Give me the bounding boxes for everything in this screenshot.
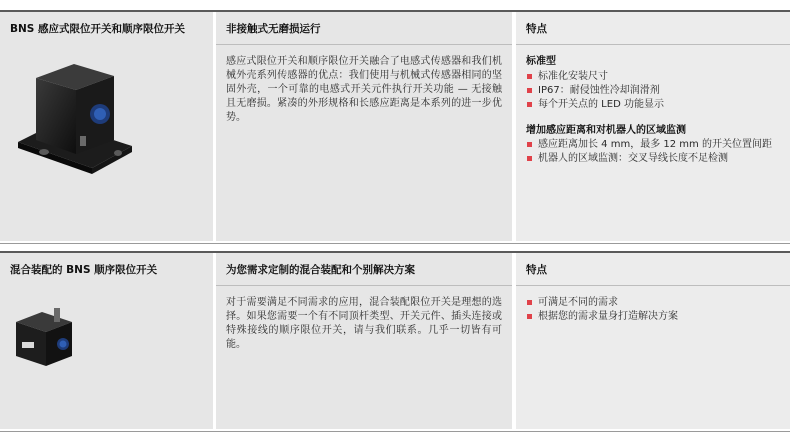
list-item-text: 可满足不同的需求	[538, 297, 618, 309]
features-title: 特点	[526, 264, 547, 276]
bullet-icon	[527, 142, 532, 147]
divider	[516, 44, 790, 45]
bullet-icon	[527, 156, 532, 161]
list-item	[526, 138, 780, 152]
feature-list	[526, 70, 780, 111]
bullet-icon	[527, 74, 532, 79]
list-item-text: 根据您的需求量身打造解决方案	[538, 311, 678, 323]
description-title: 为您需求定制的混合装配和个别解决方案	[226, 264, 415, 276]
feature-list	[526, 138, 780, 166]
bullet-icon	[527, 314, 532, 319]
list-item-text: 机器人的区域监测：交叉导线长度不足检测	[538, 153, 728, 165]
list-item	[526, 84, 780, 98]
list-item	[526, 296, 780, 310]
bullet-icon	[527, 88, 532, 93]
bottom-rule	[0, 431, 790, 432]
feature-group-title: 增加感应距离和对机器人的区域监测	[526, 124, 686, 136]
list-item-text: IP67：耐侵蚀性冷却润滑剂	[538, 85, 660, 97]
feature-group-title: 标准型	[526, 56, 556, 68]
list-item	[526, 152, 780, 166]
list-item	[526, 98, 780, 112]
features-panel-mixed	[516, 253, 790, 429]
description-panel-mixed	[216, 253, 512, 429]
list-item-text: 感应距离加长 4 mm，最多 12 mm 的开关位置间距	[538, 139, 772, 151]
list-item-text: 每个开关点的 LED 功能显示	[538, 98, 664, 110]
divider	[216, 285, 512, 286]
bns-switch-image	[14, 58, 134, 178]
features-title: 特点	[526, 23, 547, 35]
list-item-text: 标准化安装尺寸	[538, 71, 608, 83]
mixed-switch-image	[8, 300, 78, 370]
features-panel-bns	[516, 12, 790, 241]
description-text: 对于需要满足不同需求的应用，混合装配限位开关是理想的选择。如果您需要一个有不同顶杆类型、开关元件、插头连接或特殊接线的顺序限位开关，请与我们联系。几乎一切皆有可能。	[226, 297, 502, 350]
description-panel-bns	[216, 12, 512, 241]
feature-list	[526, 296, 780, 324]
list-item	[526, 310, 780, 324]
middle-rule-upper	[0, 243, 790, 244]
divider	[216, 44, 512, 45]
bullet-icon	[527, 102, 532, 107]
divider	[516, 285, 790, 286]
list-item	[526, 70, 780, 84]
product-title: 混合装配的 BNS 顺序限位开关	[10, 264, 158, 276]
bullet-icon	[527, 300, 532, 305]
description-text: 感应式限位开关和顺序限位开关融合了电感式传感器和我们机械外壳系列传感器的优点：我们使用与机械式传感器相同的坚固外壳，一个可靠的电感式开关元件执行开关功能 — 无接触且无磨损。紧凑的外形规格和长感应距离是本系列的进一步优势。	[226, 56, 502, 123]
description-title: 非接触式无磨损运行	[226, 23, 321, 35]
product-title: BNS 感应式限位开关和顺序限位开关	[10, 23, 186, 35]
